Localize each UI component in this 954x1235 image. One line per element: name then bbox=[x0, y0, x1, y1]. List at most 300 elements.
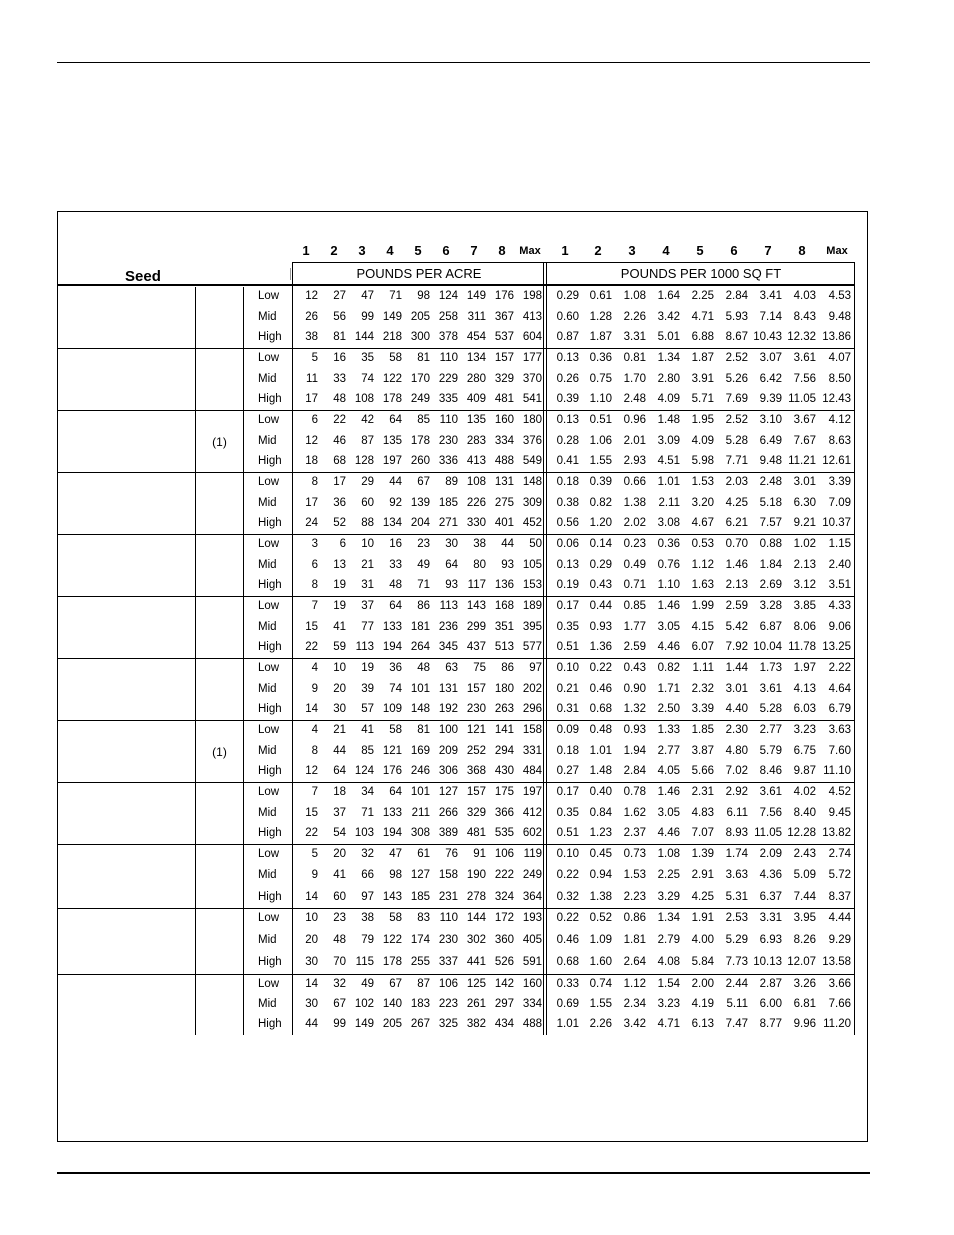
row-level-label: Mid bbox=[258, 372, 277, 385]
sqft-cell: 7.56 bbox=[793, 372, 816, 385]
sqft-cell: 0.43 bbox=[623, 662, 646, 674]
sqft-cell: 3.61 bbox=[759, 786, 782, 798]
sqft-cell: 4.36 bbox=[759, 869, 782, 882]
acre-cell: 133 bbox=[382, 620, 402, 633]
row-level-label: High bbox=[258, 827, 282, 840]
sqft-cell: 8.26 bbox=[793, 934, 816, 946]
sqft-cell: 7.14 bbox=[759, 310, 782, 323]
sqft-cell: 3.09 bbox=[657, 434, 680, 447]
row-level-label: High bbox=[258, 517, 282, 530]
sqft-cell: 3.66 bbox=[828, 978, 851, 990]
sqft-cell: 3.51 bbox=[828, 579, 851, 592]
acre-cell: 168 bbox=[494, 600, 514, 612]
acre-cell: 128 bbox=[354, 455, 374, 468]
sqft-cell: 1.84 bbox=[759, 558, 782, 571]
sqft-cell: 1.87 bbox=[691, 352, 714, 364]
sqft-cell: 2.80 bbox=[657, 372, 680, 385]
sqft-cell: 3.08 bbox=[657, 517, 680, 530]
sqft-cell: 1.01 bbox=[556, 1018, 579, 1030]
acre-cell: 97 bbox=[529, 662, 542, 674]
sqft-cell: 3.63 bbox=[828, 724, 851, 736]
acre-cell: 58 bbox=[389, 724, 402, 736]
acre-cell: 109 bbox=[382, 703, 402, 716]
sqft-setting-header: 2 bbox=[594, 243, 602, 258]
acre-cell: 113 bbox=[439, 600, 458, 612]
sqft-cell: 2.13 bbox=[793, 558, 816, 571]
sqft-cell: 1.77 bbox=[623, 620, 646, 633]
acre-cell: 115 bbox=[355, 956, 374, 968]
acre-cell: 334 bbox=[522, 998, 542, 1010]
acre-cell: 14 bbox=[305, 978, 318, 990]
acre-cell: 52 bbox=[333, 517, 346, 530]
acre-cell: 30 bbox=[333, 703, 346, 716]
sqft-cell: 5.28 bbox=[725, 434, 748, 447]
sqft-cell: 0.53 bbox=[691, 538, 714, 550]
sqft-cell: 9.21 bbox=[793, 517, 816, 530]
acre-cell: 211 bbox=[411, 806, 430, 819]
acre-cell: 14 bbox=[305, 703, 318, 716]
acre-cell: 31 bbox=[361, 579, 374, 592]
sqft-cell: 2.26 bbox=[623, 310, 646, 323]
sqft-cell: 0.85 bbox=[623, 600, 646, 612]
acre-cell: 81 bbox=[333, 331, 346, 344]
acre-cell: 230 bbox=[438, 934, 458, 946]
acre-setting-header: 3 bbox=[358, 243, 366, 258]
acre-cell: 15 bbox=[305, 620, 318, 633]
sqft-cell: 0.88 bbox=[759, 538, 782, 550]
acre-cell: 22 bbox=[333, 414, 346, 426]
sqft-cell: 5.11 bbox=[726, 998, 748, 1010]
acre-cell: 121 bbox=[466, 724, 486, 736]
acre-cell: 4 bbox=[311, 724, 318, 736]
sqft-cell: 9.45 bbox=[828, 806, 851, 819]
sqft-cell: 5.72 bbox=[828, 869, 851, 882]
sqft-cell: 4.05 bbox=[657, 765, 680, 778]
sqft-setting-header: Max bbox=[826, 245, 848, 257]
acre-cell: 178 bbox=[382, 393, 402, 406]
sqft-cell: 2.64 bbox=[623, 956, 646, 968]
sqft-cell: 4.08 bbox=[657, 956, 680, 968]
acre-cell: 106 bbox=[438, 978, 458, 990]
sqft-cell: 0.82 bbox=[657, 662, 680, 674]
sqft-cell: 1.48 bbox=[657, 414, 680, 426]
sqft-cell: 10.43 bbox=[753, 331, 782, 344]
sqft-cell: 7.47 bbox=[725, 1018, 748, 1030]
group-separator bbox=[58, 844, 854, 845]
acre-cell: 60 bbox=[361, 496, 374, 509]
footnote-divider bbox=[243, 287, 244, 1035]
acre-cell: 535 bbox=[494, 827, 514, 840]
sqft-setting-header: 7 bbox=[764, 243, 772, 258]
sqft-cell: 7.60 bbox=[828, 744, 851, 757]
acre-cell: 80 bbox=[473, 558, 486, 571]
sqft-cell: 7.07 bbox=[691, 827, 714, 840]
sqft-cell: 5.66 bbox=[691, 765, 714, 778]
acre-cell: 91 bbox=[473, 848, 486, 860]
acre-cell: 33 bbox=[333, 372, 346, 385]
sqft-cell: 0.29 bbox=[589, 558, 612, 571]
acre-cell: 79 bbox=[361, 934, 374, 946]
sqft-cell: 6.81 bbox=[793, 998, 816, 1010]
sqft-cell: 7.09 bbox=[828, 496, 851, 509]
sqft-cell: 7.57 bbox=[759, 517, 782, 530]
sqft-cell: 0.51 bbox=[556, 827, 579, 840]
acre-cell: 15 bbox=[305, 806, 318, 819]
acre-cell: 48 bbox=[389, 579, 402, 592]
sqft-cell: 0.68 bbox=[589, 703, 612, 716]
sqft-cell: 1.34 bbox=[657, 352, 680, 364]
sqft-cell: 0.39 bbox=[556, 393, 579, 406]
sqft-cell: 9.48 bbox=[828, 310, 851, 323]
sqft-cell: 0.78 bbox=[623, 786, 646, 798]
sqft-cell: 0.28 bbox=[556, 434, 579, 447]
acre-cell: 366 bbox=[494, 806, 514, 819]
acre-cell: 19 bbox=[333, 600, 346, 612]
acre-cell: 64 bbox=[389, 786, 402, 798]
acre-cell: 135 bbox=[466, 414, 486, 426]
sqft-cell: 7.66 bbox=[828, 998, 851, 1010]
acre-cell: 142 bbox=[494, 978, 514, 990]
header-underline-lower bbox=[58, 284, 854, 286]
sqft-cell: 0.23 bbox=[623, 538, 646, 550]
sqft-cell: 3.42 bbox=[623, 1018, 646, 1030]
acre-cell: 230 bbox=[466, 703, 486, 716]
acre-cell: 8 bbox=[311, 476, 318, 488]
sqft-cell: 1.95 bbox=[691, 414, 714, 426]
row-level-label: High bbox=[258, 641, 282, 654]
sqft-cell: 4.03 bbox=[793, 290, 816, 302]
sqft-cell: 5.79 bbox=[759, 744, 782, 757]
sqft-cell: 1.08 bbox=[623, 290, 646, 302]
sqft-cell: 2.77 bbox=[759, 724, 782, 736]
acre-cell: 21 bbox=[361, 558, 374, 571]
sqft-setting-header: 5 bbox=[696, 243, 704, 258]
row-level-label: Mid bbox=[258, 558, 277, 571]
sqft-cell: 5.01 bbox=[657, 331, 680, 344]
acre-cell: 194 bbox=[382, 641, 402, 654]
group-separator bbox=[58, 348, 854, 349]
sqft-cell: 4.19 bbox=[691, 998, 714, 1010]
footnote-marker: (1) bbox=[212, 434, 227, 449]
sqft-cell: 0.49 bbox=[623, 558, 646, 571]
acre-cell: 299 bbox=[466, 620, 486, 633]
acre-cell: 7 bbox=[311, 786, 318, 798]
acre-cell: 10 bbox=[333, 662, 346, 674]
sqft-cell: 0.84 bbox=[589, 806, 612, 819]
sqft-cell: 1.36 bbox=[589, 641, 612, 654]
sqft-cell: 1.11 bbox=[692, 662, 714, 674]
acre-cell: 81 bbox=[417, 724, 430, 736]
row-level-label: High bbox=[258, 331, 282, 344]
sqft-cell: 8.46 bbox=[759, 765, 782, 778]
acre-cell: 280 bbox=[466, 372, 486, 385]
header-divider-tick bbox=[290, 268, 291, 280]
acre-cell: 6 bbox=[339, 538, 346, 550]
sqft-cell: 1.74 bbox=[725, 848, 748, 860]
acre-cell: 236 bbox=[438, 620, 458, 633]
acre-cell: 63 bbox=[445, 662, 458, 674]
sqft-cell: 0.45 bbox=[589, 848, 612, 860]
sqft-cell: 0.26 bbox=[556, 372, 579, 385]
acre-cell: 20 bbox=[305, 934, 318, 946]
acre-cell: 75 bbox=[473, 662, 486, 674]
sqft-cell: 3.01 bbox=[793, 476, 816, 488]
sqft-cell: 7.92 bbox=[725, 641, 748, 654]
sqft-cell: 1.10 bbox=[657, 579, 680, 592]
sqft-cell: 11.05 bbox=[754, 827, 782, 840]
sqft-cell: 3.10 bbox=[759, 414, 782, 426]
acre-cell: 185 bbox=[438, 496, 458, 509]
acre-cell: 401 bbox=[494, 517, 514, 530]
acre-cell: 329 bbox=[466, 806, 486, 819]
table-right-edge bbox=[854, 262, 855, 1035]
acre-cell: 16 bbox=[389, 538, 402, 550]
acre-cell: 22 bbox=[305, 827, 318, 840]
acre-cell: 193 bbox=[522, 912, 542, 924]
sqft-cell: 5.98 bbox=[691, 455, 714, 468]
sqft-cell: 12.61 bbox=[822, 455, 851, 468]
row-level-label: Low bbox=[258, 662, 280, 674]
acre-cell: 308 bbox=[410, 827, 430, 840]
acre-cell: 44 bbox=[501, 538, 514, 550]
sqft-cell: 1.73 bbox=[759, 662, 782, 674]
sqft-cell: 4.13 bbox=[793, 682, 816, 695]
acre-cell: 71 bbox=[417, 579, 430, 592]
acre-cell: 102 bbox=[354, 998, 374, 1010]
acre-cell: 77 bbox=[361, 620, 374, 633]
acre-cell: 134 bbox=[466, 352, 486, 364]
acre-cell: 98 bbox=[417, 290, 430, 302]
sqft-cell: 3.23 bbox=[657, 998, 680, 1010]
sqft-cell: 1.34 bbox=[657, 912, 680, 924]
acre-setting-header: 1 bbox=[302, 243, 310, 258]
footnote-marker: (1) bbox=[212, 744, 227, 759]
sqft-cell: 4.71 bbox=[691, 310, 714, 323]
sqft-cell: 0.14 bbox=[589, 538, 612, 550]
sqft-cell: 8.06 bbox=[793, 620, 816, 633]
acre-cell: 36 bbox=[333, 496, 346, 509]
sqft-cell: 2.43 bbox=[793, 848, 816, 860]
acre-cell: 389 bbox=[438, 827, 458, 840]
sqft-cell: 0.22 bbox=[589, 662, 612, 674]
acre-cell: 367 bbox=[494, 310, 514, 323]
sqft-cell: 13.25 bbox=[822, 641, 851, 654]
acre-cell: 170 bbox=[410, 372, 430, 385]
acre-cell: 12 bbox=[305, 765, 318, 778]
sqft-cell: 3.61 bbox=[793, 352, 816, 364]
sqft-header: POUNDS PER 1000 SQ FT bbox=[620, 266, 782, 281]
acre-cell: 98 bbox=[389, 869, 402, 882]
sqft-cell: 7.69 bbox=[725, 393, 748, 406]
acre-cell: 267 bbox=[410, 1018, 430, 1030]
sqft-cell: 1.48 bbox=[589, 765, 612, 778]
acre-cell: 141 bbox=[494, 724, 514, 736]
acre-cell: 33 bbox=[389, 558, 402, 571]
acre-cell: 324 bbox=[494, 890, 514, 903]
sqft-cell: 7.56 bbox=[759, 806, 782, 819]
sqft-cell: 0.27 bbox=[556, 765, 579, 778]
acre-cell: 266 bbox=[438, 806, 458, 819]
sqft-cell: 3.23 bbox=[793, 724, 816, 736]
sqft-cell: 5.84 bbox=[691, 956, 714, 968]
sqft-cell: 4.51 bbox=[657, 455, 680, 468]
acre-cell: 56 bbox=[333, 310, 346, 323]
sqft-cell: 0.48 bbox=[589, 724, 612, 736]
acre-cell: 602 bbox=[522, 827, 542, 840]
acre-cell: 93 bbox=[501, 558, 514, 571]
sqft-cell: 3.67 bbox=[793, 414, 816, 426]
acre-cell: 8 bbox=[311, 744, 318, 757]
acre-cell: 3 bbox=[311, 538, 318, 550]
sqft-cell: 0.17 bbox=[556, 600, 579, 612]
sqft-cell: 2.48 bbox=[623, 393, 646, 406]
acre-cell: 101 bbox=[410, 786, 430, 798]
acre-cell: 271 bbox=[438, 517, 458, 530]
sqft-cell: 9.29 bbox=[828, 934, 851, 946]
acre-cell: 192 bbox=[438, 703, 458, 716]
acre-cell: 81 bbox=[417, 352, 430, 364]
sqft-cell: 4.52 bbox=[828, 786, 851, 798]
acre-cell: 430 bbox=[494, 765, 514, 778]
acre-cell: 144 bbox=[466, 912, 486, 924]
acre-cell: 58 bbox=[389, 352, 402, 364]
sqft-cell: 2.53 bbox=[725, 912, 748, 924]
acre-cell: 5 bbox=[311, 352, 318, 364]
acre-cell: 604 bbox=[522, 331, 542, 344]
acre-cell: 10 bbox=[305, 912, 318, 924]
sqft-cell: 0.86 bbox=[623, 912, 646, 924]
row-level-label: High bbox=[258, 1018, 282, 1030]
sqft-cell: 0.56 bbox=[556, 517, 579, 530]
sqft-cell: 3.91 bbox=[691, 372, 714, 385]
sqft-cell: 2.48 bbox=[759, 476, 782, 488]
acre-cell: 7 bbox=[311, 600, 318, 612]
sqft-cell: 0.43 bbox=[589, 579, 612, 592]
sqft-cell: 4.64 bbox=[828, 682, 851, 695]
acre-cell: 481 bbox=[494, 393, 514, 406]
acre-cell: 157 bbox=[494, 352, 514, 364]
acre-cell: 17 bbox=[305, 393, 318, 406]
sqft-cell: 5.29 bbox=[725, 934, 748, 946]
acre-cell: 194 bbox=[382, 827, 402, 840]
acre-cell: 434 bbox=[494, 1018, 514, 1030]
sqft-cell: 11.20 bbox=[823, 1018, 851, 1030]
sqft-cell: 0.19 bbox=[556, 579, 579, 592]
acre-cell: 336 bbox=[438, 455, 458, 468]
sqft-cell: 1.33 bbox=[657, 724, 680, 736]
acre-cell: 144 bbox=[354, 331, 374, 344]
bottom-rule bbox=[57, 1172, 870, 1174]
acre-cell: 376 bbox=[522, 434, 542, 447]
acre-cell: 32 bbox=[333, 978, 346, 990]
acre-cell: 157 bbox=[466, 682, 486, 695]
sqft-cell: 0.36 bbox=[657, 538, 680, 550]
acre-cell: 122 bbox=[382, 934, 402, 946]
sqft-cell: 0.22 bbox=[556, 912, 579, 924]
acre-cell: 66 bbox=[361, 869, 374, 882]
acre-cell: 17 bbox=[333, 476, 346, 488]
acre-cell: 409 bbox=[466, 393, 486, 406]
acre-cell: 218 bbox=[382, 331, 402, 344]
acre-cell: 32 bbox=[361, 848, 374, 860]
sqft-cell: 5.28 bbox=[759, 703, 782, 716]
acre-cell: 294 bbox=[494, 744, 514, 757]
sqft-cell: 0.31 bbox=[556, 703, 579, 716]
sqft-cell: 2.40 bbox=[828, 558, 851, 571]
acre-cell: 64 bbox=[333, 765, 346, 778]
sqft-cell: 1.44 bbox=[725, 662, 748, 674]
acre-cell: 18 bbox=[305, 455, 318, 468]
sqft-cell: 0.90 bbox=[623, 682, 646, 695]
sqft-cell: 3.12 bbox=[793, 579, 816, 592]
sqft-cell: 0.35 bbox=[556, 806, 579, 819]
acre-cell: 30 bbox=[445, 538, 458, 550]
acre-cell: 153 bbox=[522, 579, 542, 592]
acre-cell: 47 bbox=[389, 848, 402, 860]
row-level-label: High bbox=[258, 765, 282, 778]
row-level-label: Low bbox=[258, 786, 280, 798]
acre-cell: 36 bbox=[389, 662, 402, 674]
sqft-cell: 7.44 bbox=[793, 890, 816, 903]
acre-cell: 127 bbox=[438, 786, 458, 798]
sqft-cell: 3.28 bbox=[759, 600, 782, 612]
acre-cell: 108 bbox=[466, 476, 486, 488]
row-level-label: High bbox=[258, 393, 282, 406]
sqft-cell: 4.00 bbox=[691, 934, 714, 946]
acre-cell: 74 bbox=[361, 372, 374, 385]
acre-cell: 577 bbox=[522, 641, 542, 654]
sqft-cell: 1.85 bbox=[691, 724, 714, 736]
sqft-cell: 0.41 bbox=[556, 455, 579, 468]
sqft-cell: 2.22 bbox=[828, 662, 851, 674]
acre-cell: 41 bbox=[333, 869, 346, 882]
acre-cell: 591 bbox=[522, 956, 542, 968]
acre-cell: 484 bbox=[522, 765, 542, 778]
sqft-cell: 11.78 bbox=[788, 641, 816, 654]
acre-cell: 49 bbox=[417, 558, 430, 571]
sqft-cell: 1.32 bbox=[623, 703, 646, 716]
sqft-cell: 2.59 bbox=[623, 641, 646, 654]
acre-header: POUNDS PER ACRE bbox=[356, 266, 482, 281]
acre-cell: 27 bbox=[333, 290, 346, 302]
acre-cell: 58 bbox=[389, 912, 402, 924]
acre-cell: 252 bbox=[466, 744, 486, 757]
sqft-cell: 4.33 bbox=[828, 600, 851, 612]
sqft-cell: 0.93 bbox=[589, 620, 612, 633]
sqft-cell: 0.38 bbox=[556, 496, 579, 509]
sqft-cell: 0.73 bbox=[623, 848, 646, 860]
acre-setting-header: 6 bbox=[442, 243, 450, 258]
acre-cell: 86 bbox=[501, 662, 514, 674]
acre-cell: 331 bbox=[522, 744, 542, 757]
row-level-label: Mid bbox=[258, 744, 277, 757]
sqft-cell: 8.93 bbox=[725, 827, 748, 840]
sqft-cell: 2.25 bbox=[691, 290, 714, 302]
acre-cell: 149 bbox=[466, 290, 486, 302]
acre-setting-header: 5 bbox=[414, 243, 422, 258]
sqft-cell: 4.07 bbox=[828, 352, 851, 364]
acre-cell: 413 bbox=[466, 455, 486, 468]
sqft-cell: 6.93 bbox=[759, 934, 782, 946]
acre-cell: 48 bbox=[417, 662, 430, 674]
sqft-cell: 2.02 bbox=[623, 517, 646, 530]
acre-cell: 39 bbox=[361, 682, 374, 695]
sqft-cell: 2.31 bbox=[691, 786, 714, 798]
group-separator bbox=[58, 908, 854, 909]
sqft-cell: 9.87 bbox=[793, 765, 816, 778]
acre-cell: 4 bbox=[311, 662, 318, 674]
sqft-cell: 1.71 bbox=[657, 682, 680, 695]
